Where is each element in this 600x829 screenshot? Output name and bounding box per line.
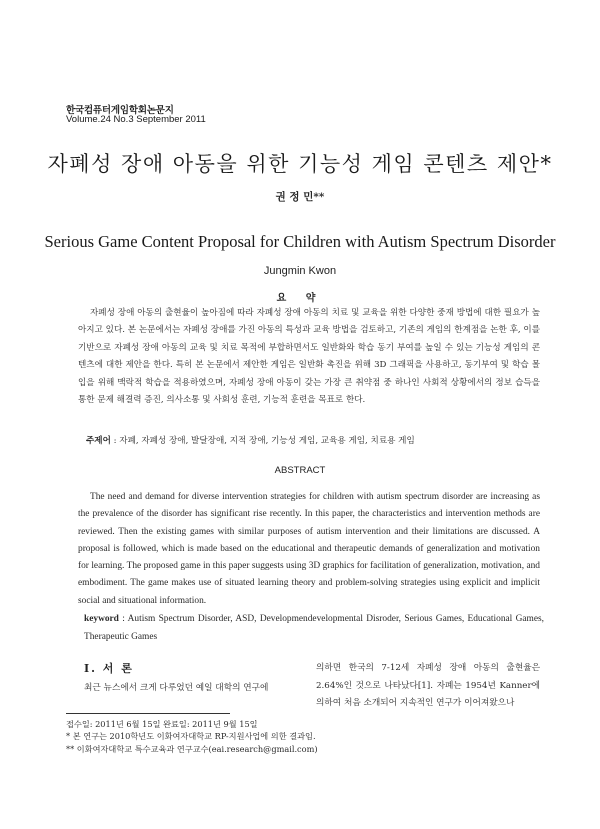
footnote-author-affiliation: ** 이화여자대학교 특수교육과 연구교수(eai.research@gmail.com) (66, 743, 318, 754)
korean-abstract-heading: 요 약 (276, 293, 324, 304)
section-heading-introduction: Ⅰ. 서 론 (84, 662, 134, 675)
english-abstract-body: The need and demand for diverse intervention strategies for children with autism spectrum disorder are increasing as the prevalence of the disorder has significant rise recently. In this paper, the characteristics and intervention methods are reviewed. Then the existing games with similar purposes of autism intervention and their limitations are discussed. A proposal is followed, which is made based on the educational and therapeutic demands of generalization and motivation for learning. The proposed game in this paper suggests using 3D graphics for facilitation of generalization, motivation, and embodiment. The game makes use of situated learning theory and problem-solving strategies using explicit and implicit social and situational information. (78, 492, 540, 606)
introduction-right-column: 의하면 한국의 7-12세 자폐성 장애 아동의 출현율은 2.64%인 것으로 나타났다[1]. 자폐는 1954년 Kanner에 의하여 처음 소개되어 지속적인 연구가 이어져왔으나 (316, 663, 540, 709)
korean-keywords-label: 주제어 (86, 436, 111, 446)
author-korean: 권 정 민** (275, 191, 325, 203)
korean-keywords (86, 434, 415, 446)
english-keywords-label: keyword (84, 614, 119, 624)
korean-abstract-body: 자폐성 장애 아동의 출현율이 높아짐에 따라 자폐성 장애 아동의 치료 및 교육을 위한 다양한 중재 방법에 대한 필요가 높아지고 있다. 본 논문에서는 자폐성 장애를 가진 아동의 특성과 교육 방법을 검토하고, 기존의 게임의 한계점을 논한 후, 이를 기반으로 자폐성 장애 아동의 교육 및 치료 목적에 부합하면서도 일반화와 학습 동기 부여를 높일 수 있는 기능성 게임의 콘텐츠에 대한 제안을 한다. 특히 본 논문에서 제안한 게임은 일반화 촉진을 위해 3D 그래픽을 사용하고, 동기부여 및 학습 몰입을 위해 맥락적 학습을 적용하였으며, 자폐성 장애 아동이 갖는 가장 큰 취약점 중 하나인 사회적 상황에서의 정보 습득을 통한 문제 해결력 증진, 의사소통 및 사회성 훈련, 기능적 훈련을 목표로 한다. (78, 308, 540, 406)
english-abstract-heading: ABSTRACT (274, 465, 326, 476)
footnote-dates: 접수일: 2011년 6월 15일 완료일: 2011년 9월 15일 (66, 719, 258, 729)
korean-keywords-list: : 자폐, 자폐성 장애, 발달장애, 지적 장애, 기능성 게임, 교육용 게임, 치료용 게임 (110, 436, 415, 446)
journal-name: 한국컴퓨터게임학회논문지 (66, 105, 174, 116)
footnote-divider (66, 713, 230, 714)
footnotes (66, 718, 318, 755)
footnote-funding: * 본 연구는 2010학년도 이화여자대학교 RP-지원사업에 의한 결과임. (66, 731, 316, 742)
journal-volume: Volume.24 No.3 September 2011 (66, 114, 206, 125)
introduction-left-column: 최근 뉴스에서 크게 다루었던 예일 대학의 연구에 (84, 683, 269, 693)
english-keywords-list: : Autism Spectrum Disorder, ASD, Developmendevelopmental Disroder, Serious Games, Educational Games, Therapeutic Games (84, 614, 544, 642)
paper-title-english: Serious Game Content Proposal for Children with Autism Spectrum Disorder (44, 232, 556, 251)
english-keywords (84, 610, 544, 646)
author-english: Jungmin Kwon (263, 265, 337, 277)
paper-title-korean: 자폐성 장애 아동을 위한 기능성 게임 콘텐츠 제안* (47, 152, 553, 176)
